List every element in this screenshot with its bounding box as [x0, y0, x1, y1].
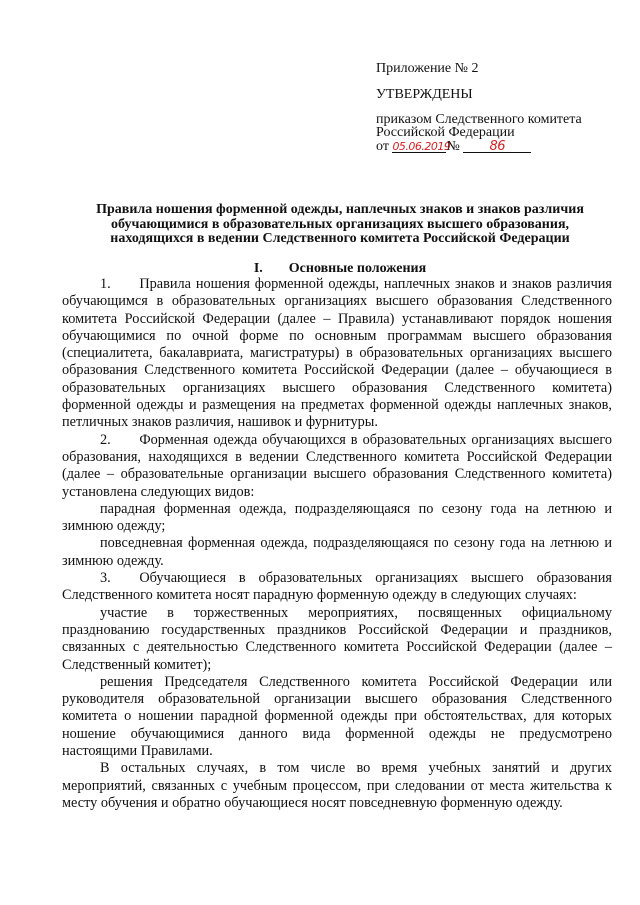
from-label: от: [376, 139, 389, 154]
paragraph-3-item-2: решения Председателя Следственного комитета Российской Федерации или руководителя образовательной организации высшего образования Следственного комитета о ношении парадной форменной одежды при обстоятельствах, для которых ношение обучающимися данного вида форменной одежды не предусмотрено настоящими Правилами.: [62, 673, 612, 760]
order-date-number: [376, 140, 531, 154]
title-line-3: находящихся в ведении Следственного комитета Российской Федерации: [110, 231, 570, 246]
order-line-2: Российской Федерации: [376, 125, 515, 140]
document-body: [62, 276, 612, 812]
paragraph-2: 2. Форменная одежда обучающихся в образовательных организациях высшего образования, находящихся в ведении Следственного комитета Российской Федерации (далее – образовательные организации высшего образования Следственного комитета) установлена следующих видов:: [62, 431, 612, 500]
number-field: [463, 140, 531, 153]
paragraph-1: 1. Правила ношения форменной одежды, наплечных знаков и знаков различия обучающимся в образовательных организациях высшего образования Следственного комитета Российской Федерации (далее – Правила) устанавливают порядок ношения обучающимися по очной форме по основным программам высшего образования (специалитета, бакалавриата, магистратуры) в образовательных организациях высшего образования Следственного комитета Российской Федерации (далее – обучающиеся в образовательных организациях высшего образования Следственного комитета) форменной одежды и размещения на предметах форменной одежды наплечных знаков, петличных знаков различия, нашивок и фурнитуры.: [62, 276, 612, 431]
title-line-1: Правила ношения форменной одежды, наплечных знаков и знаков различия: [96, 202, 584, 217]
appendix-label: Приложение № 2: [376, 61, 479, 76]
title-line-2: обучающимися в образовательных организациях высшего образования,: [110, 216, 570, 232]
section-title: Основные положения: [288, 261, 427, 276]
document-title: [60, 203, 620, 247]
paragraph-3: 3. Обучающиеся в образовательных организациях высшего образования Следственного комитета носят парадную форменную одежду в следующих случаях:: [62, 570, 612, 604]
paragraph-3-item-1: участие в торжественных мероприятиях, посвященных официальному празднованию государственных праздников Российской Федерации и праздников, связанных с деятельностью Следственного комитета Российской Федерации (далее – Следственный комитет);: [62, 604, 612, 673]
section-heading: [60, 262, 620, 276]
paragraph-2-item-1: парадная форменная одежда, подразделяющаяся по сезону года на летнюю и зимнюю одежду;: [62, 500, 612, 535]
paragraph-4: В остальных случаях, в том числе во время учебных занятий и других мероприятий, связанных с учебным процессом, при следовании от места жительства к месту обучения и обратно обучающиеся носят повседневную форменную одежду.: [62, 760, 612, 811]
approved-label: УТВЕРЖДЕНЫ: [376, 87, 473, 102]
handwritten-number: 86: [489, 139, 506, 154]
section-number: I.: [253, 261, 263, 276]
paragraph-2-item-2: повседневная форменная одежда, подразделяющаяся по сезону года на летнюю и зимнюю одежду.: [62, 535, 612, 569]
order-line-1: приказом Следственного комитета: [376, 112, 582, 127]
date-field: [392, 140, 451, 153]
handwritten-date: 05.06.2019: [392, 140, 451, 153]
number-label: №: [446, 139, 460, 154]
